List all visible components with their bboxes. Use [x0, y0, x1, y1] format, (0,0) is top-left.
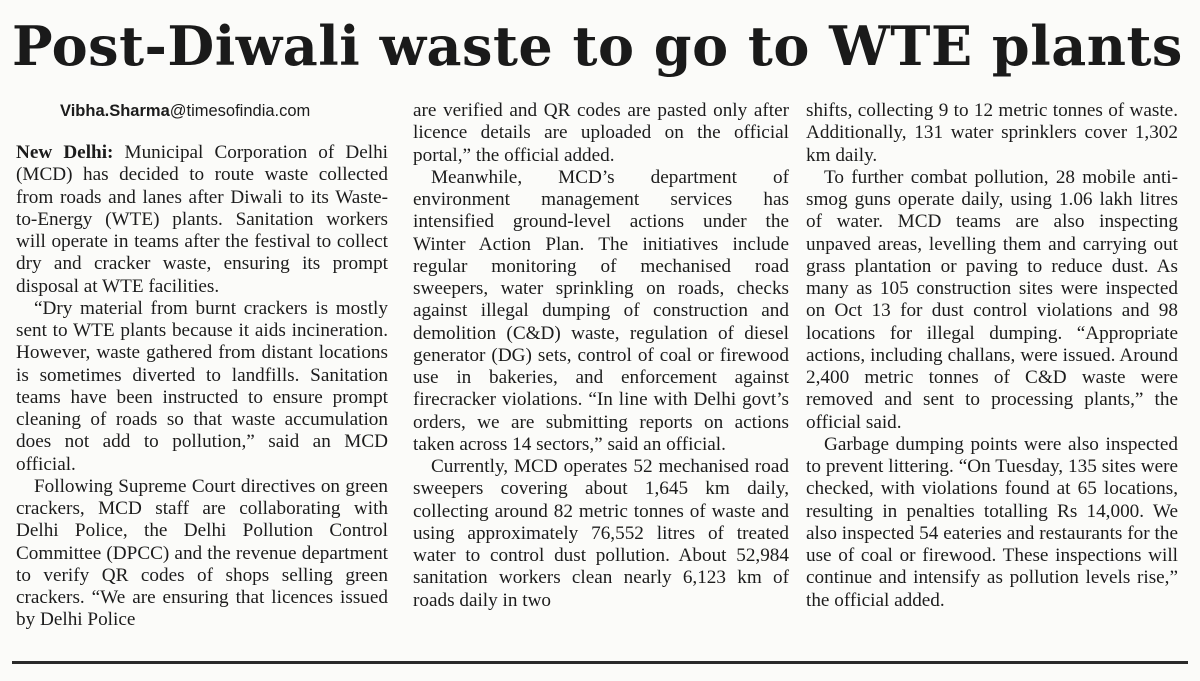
- paragraph: [16, 142, 388, 298]
- byline-domain: @timesofindia.com: [169, 102, 311, 120]
- column-1: [16, 100, 388, 632]
- paragraph: Meanwhile, MCD’s department of environment management services has intensified ground-level actions under the Winter Action Plan. The initiatives include regular monitoring of mechanised road sweepers, water sprinkling on roads, checks against illegal dumping of construction and demolition (C&D) waste, regulation of diesel generator (DG) sets, control of coal or firewood use in bakeries, and enforcement against firecracker violations. “In line with Delhi govt’s orders, we are submitting reports on actions taken across 14 sectors,” said an official.: [413, 166, 789, 455]
- paragraph: Following Supreme Court directives on green crackers, MCD staff are collaborating with Delhi Police, the Delhi Pollution Control Committee (DPCC) and the revenue department to verify QR codes of shops selling green crackers. “We are ensuring that licences issued by Delhi Police: [16, 475, 388, 631]
- paragraph: To further combat pollution, 28 mobile anti-smog guns operate daily, using 1.06 lakh litres of water. MCD teams are also inspecting unpaved areas, levelling them and carrying out grass plantation or paving to reduce dust. As many as 105 construction sites were inspected on Oct 13 for dust control violations and 98 locations for illegal dumping. “Appropriate actions, including challans, were issued. Around 2,400 metric tonnes of C&D waste were removed and sent to processing plants,” the official said.: [806, 166, 1178, 433]
- paragraph: are verified and QR codes are pasted only after licence details are uploaded on the official portal,” the official added.: [413, 100, 789, 166]
- paragraph: Garbage dumping points were also inspected to prevent littering. “On Tuesday, 135 sites were checked, with violations found at 65 locations, resulting in penalties totalling Rs 14,000. We also inspected 54 eateries and restaurants for the use of coal or firewood. These inspections will continue and intensify as pollution levels rise,” the official added.: [806, 433, 1178, 611]
- dateline: New Delhi:: [16, 142, 114, 163]
- byline-name: Vibha.Sharma: [60, 102, 170, 120]
- headline: Post-Diwali waste to go to WTE plants: [12, 14, 1183, 78]
- paragraph: “Dry material from burnt crackers is mostly sent to WTE plants because it aids incineration. However, waste gathered from distant locations is sometimes diverted to landfills. Sanitation teams have been instructed to ensure prompt cleaning of roads so that waste accumulation does not add to pollution,” said an MCD official.: [16, 297, 388, 475]
- paragraph-text: Municipal Corporation of Delhi (MCD) has decided to route waste collected from roads and lanes after Diwali to its Waste-to-Energy (WTE) plants. Sanitation workers will operate in teams after the festival to collect dry and cracker waste, ensuring its prompt disposal at WTE facilities.: [16, 142, 388, 297]
- paragraph: shifts, collecting 9 to 12 metric tonnes of waste. Additionally, 131 water sprinklers cover 1,302 km daily.: [806, 100, 1178, 166]
- paragraph: Currently, MCD operates 52 mechanised road sweepers covering about 1,645 km daily, collecting around 82 metric tonnes of waste and using approximately 76,552 litres of treated water to control dust pollution. About 52,984 sanitation workers clean nearly 6,123 km of roads daily in two: [413, 456, 789, 611]
- column-3: [806, 100, 1178, 612]
- column-2: [413, 100, 789, 612]
- bottom-rule: [12, 661, 1188, 664]
- byline: [16, 100, 388, 122]
